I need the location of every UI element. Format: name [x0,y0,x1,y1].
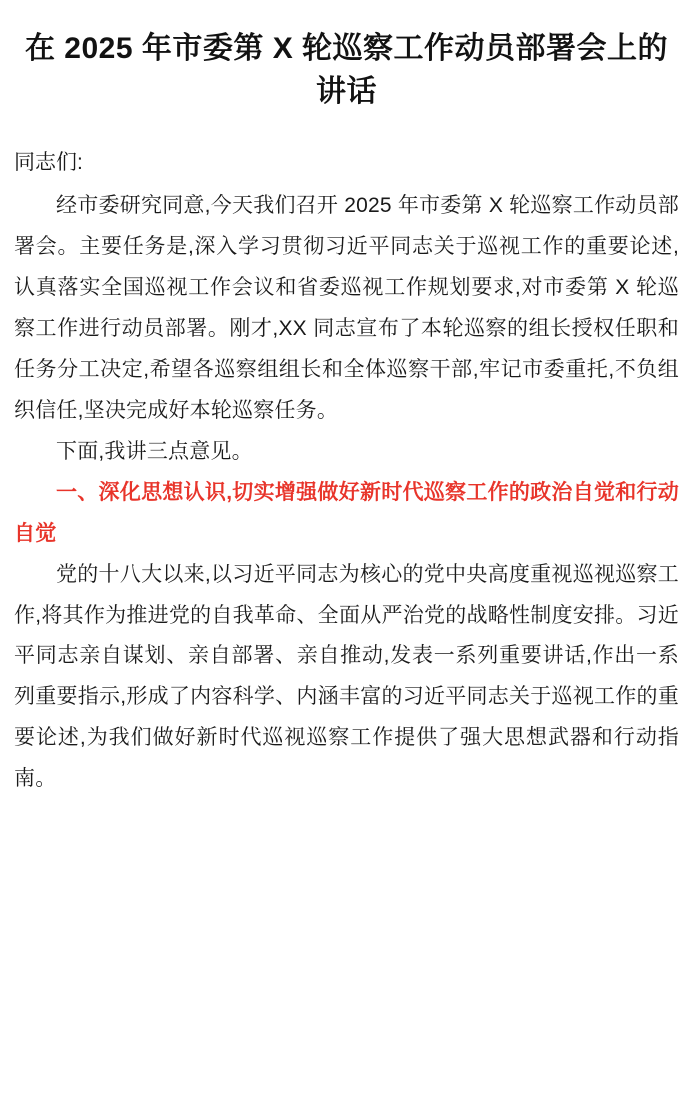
page-title: 在 2025 年市委第 X 轮巡察工作动员部署会上的讲话 [24,32,669,108]
section-heading-1: 一、深化思想认识,切实增强做好新时代巡察工作的政治自觉和行动自觉 [14,480,679,545]
paragraph-2: 下面,我讲三点意见。 [56,439,253,463]
paragraph-3: 党的十八大以来,以习近平同志为核心的党中央高度重视巡视巡察工作,将其作为推进党的自我革命、全面从严治党的战略性制度安排。习近平同志亲自谋划、亲自部署、亲自推动,发表一系列重要讲话,作出一系列重要指示,形成了内容科学、内涵丰富的习近平同志关于巡视工作的重要论述,为我们做好新时代巡视巡察工作提供了强大思想武器和行动指南。 [14,562,679,791]
paragraph-1: 经市委研究同意,今天我们召开 2025 年市委第 X 轮巡察工作动员部署会。主要任务是,深入学习贯彻习近平同志关于巡视工作的重要论述,认真落实全国巡视工作会议和省委巡视工作规划要求,对市委第 X 轮巡察工作进行动员部署。刚才,XX 同志宣布了本轮巡察的组长授权任职和任务分工决定,希望各巡察组组长和全体巡察干部,牢记市委重托,不负组织信任,坚决完成好本轮巡察任务。 [14,194,679,422]
salutation: 同志们: [14,151,83,175]
